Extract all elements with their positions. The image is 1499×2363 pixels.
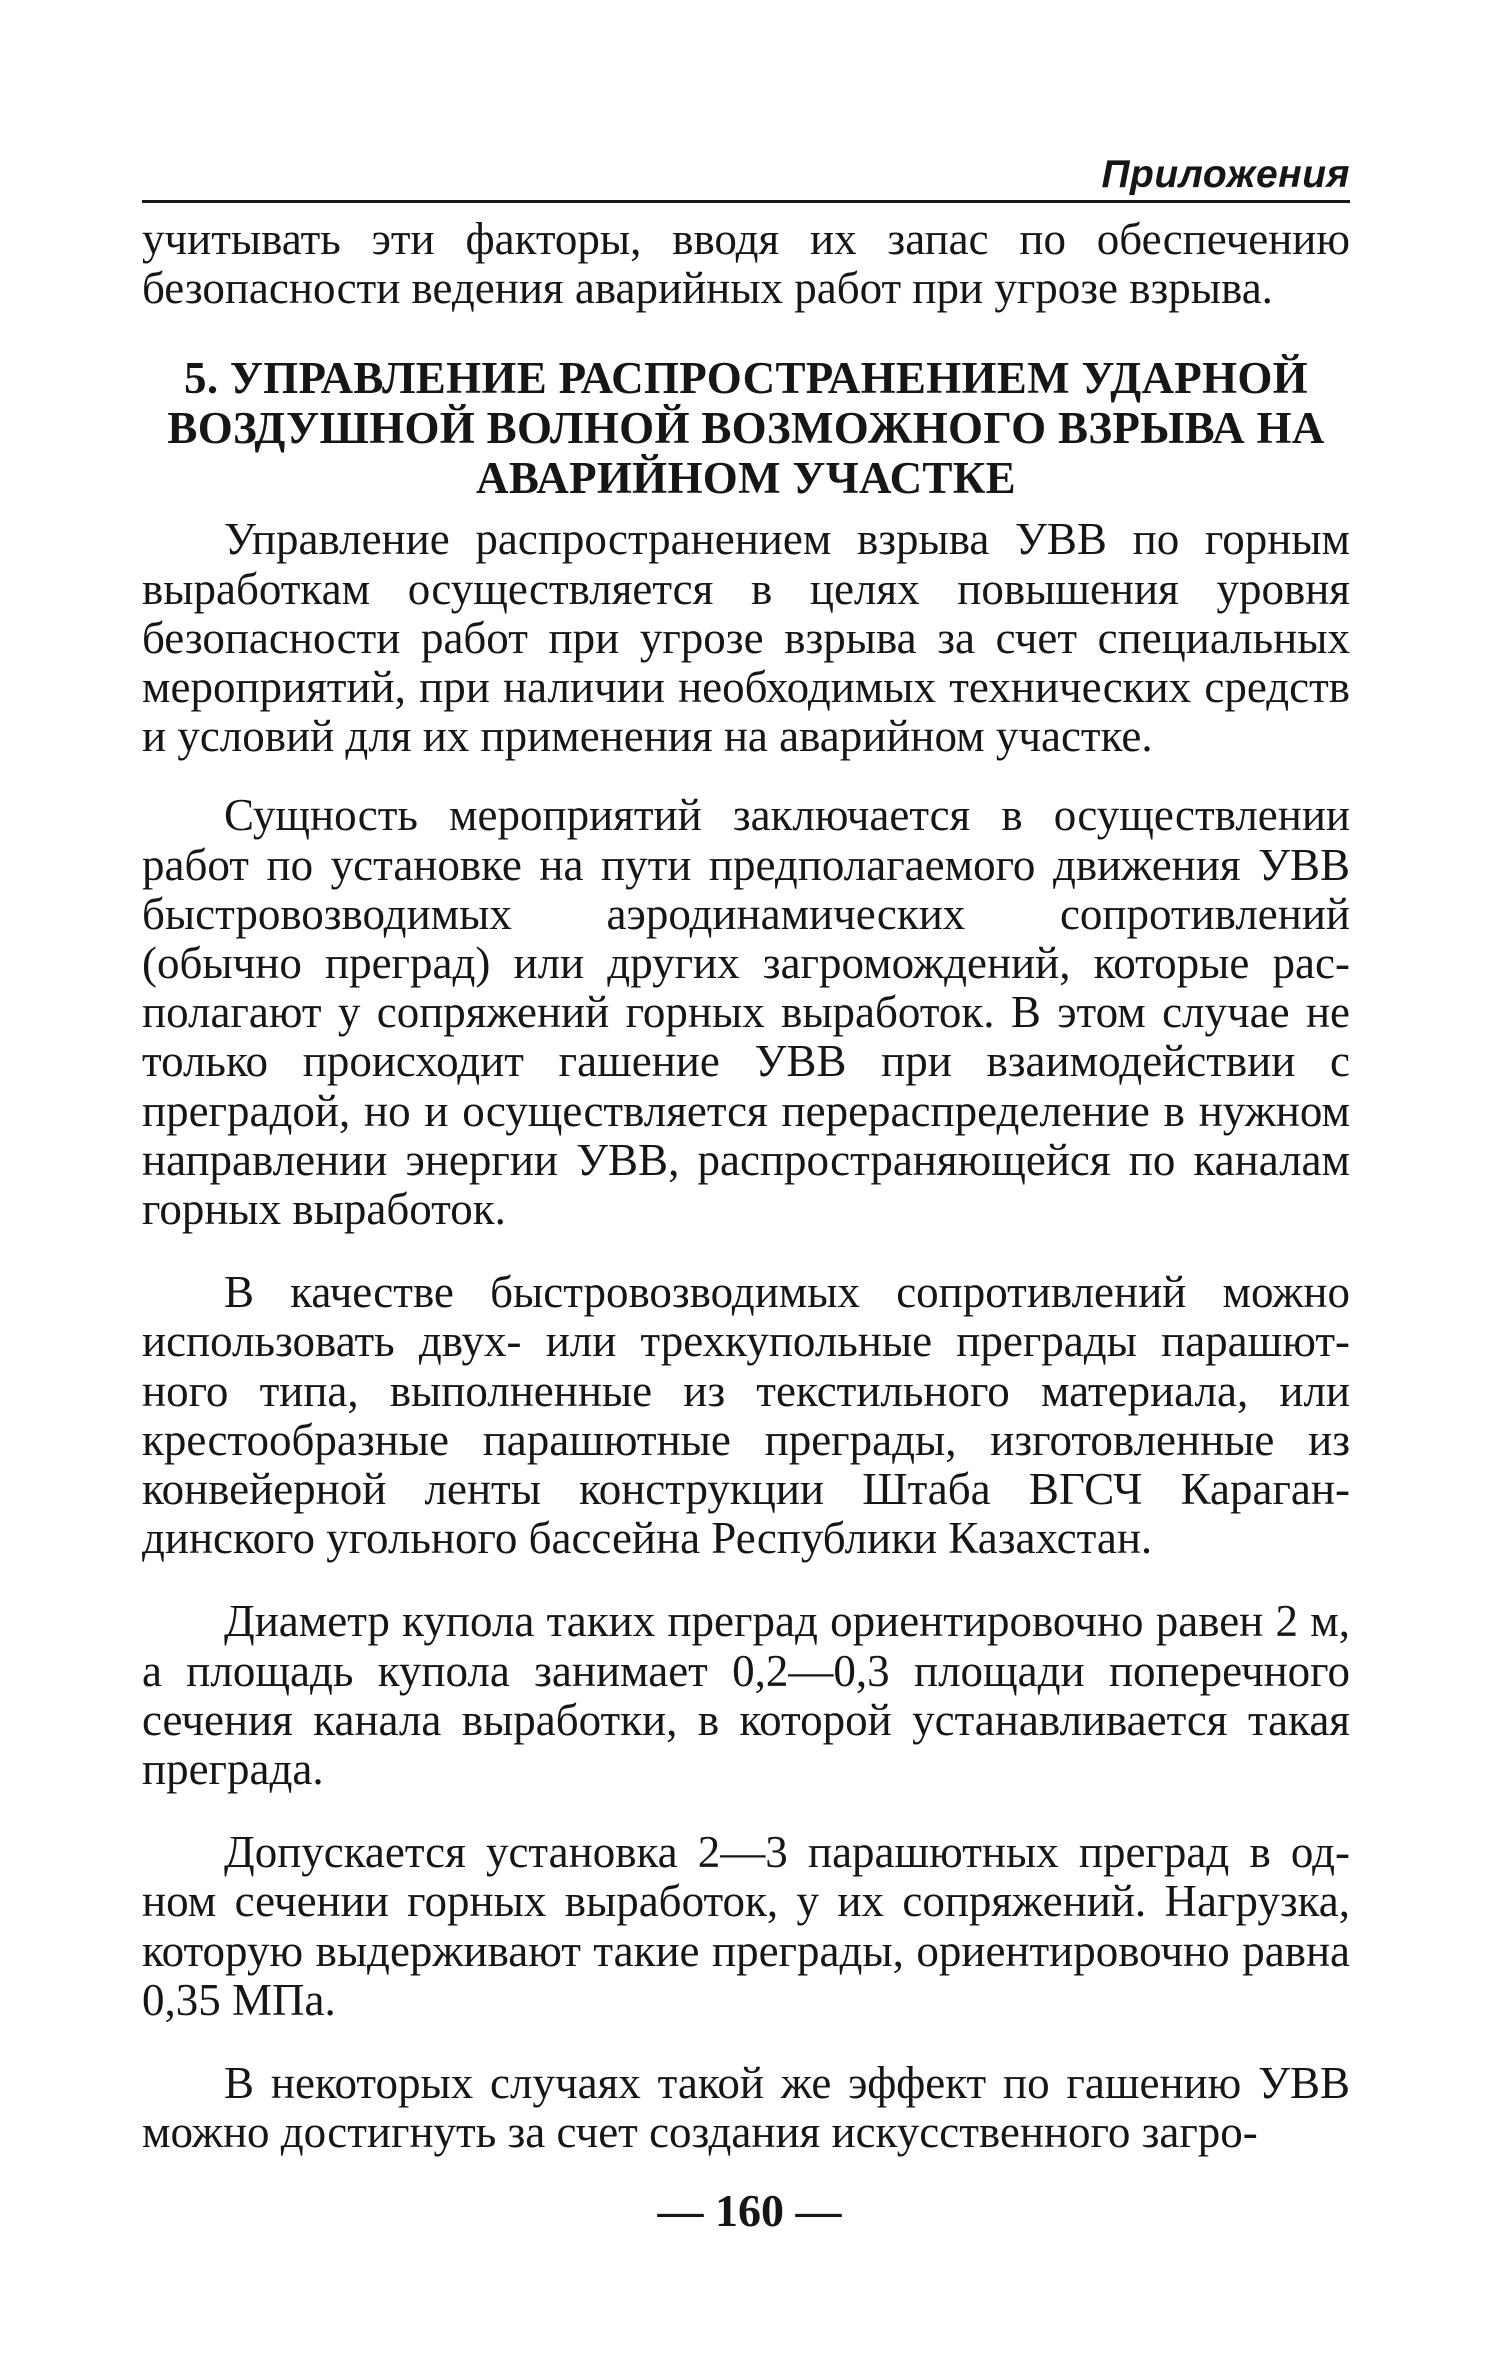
running-header: Приложения bbox=[142, 150, 1350, 203]
page-number: — 160 — bbox=[657, 2185, 842, 2236]
paragraph-1: Управление распространением взрыва УВВ по горным выработкам осуществляется в целях повышения уровня безопасности работ при угрозе взрыва за счет специальных мероприятий, при наличии необходимых технических средств и условий для их применения на аварийном участке. bbox=[142, 514, 1350, 762]
page-body bbox=[142, 215, 1350, 2158]
continued-paragraph: учитывать эти факторы, вводя их запас по обеспечению безопасности ведения аварийных работ при угрозе взрыва. bbox=[142, 214, 1350, 314]
paragraph-3: В качестве быстровозводимых сопротивлений можно использовать двух- или трехкупольные преграды парашютного типа, выполненные из текстильного материала, или крестообразные парашютные преграды, изготовленные из конвейерной ленты конструкции Штаба ВГСЧ Карагандинского угольного бассейна Республики Казахстан. bbox=[142, 1267, 1350, 1564]
paragraph-6: В некоторых случаях такой же эффект по гашению УВВ можно достигнуть за счет создания искусственного загро- bbox=[142, 2058, 1350, 2158]
section-heading: 5. УПРАВЛЕНИЕ РАСПРОСТРАНЕНИЕМ УДАРНОЙ ВОЗДУШНОЙ ВОЛНОЙ ВОЗМОЖНОГО ВЗРЫВА НА АВАРИЙНОМ УЧАСТКЕ bbox=[167, 353, 1325, 504]
paragraph-2: Сущность мероприятий заключается в осуществлении работ по установке на пути предполагаемого движения УВВ быстровозводимых аэродинамических сопротивлений (обычно преград) или других загромождений, которые располагают у сопряжений горных выработок. В этом случае не только происходит гашение УВВ при взаимодействии с преградой, но и осуществляется перераспределение в нужном направлении энергии УВВ, распространяющейся по каналам горных выработок. bbox=[142, 790, 1350, 1235]
paragraph-5: Допускается установка 2—3 парашютных преград в одном сечении горных выработок, у их сопряжений. Нагрузка, которую выдерживают такие преграды, ориентировочно равна 0,35 МПа. bbox=[142, 1827, 1350, 2025]
paragraph-4: Диаметр купола таких преград ориентировочно равен 2 м, а площадь купола занимает 0,2—0,3 площади поперечного сечения канала выработки, в которой устанавливается такая преграда. bbox=[142, 1596, 1350, 1795]
